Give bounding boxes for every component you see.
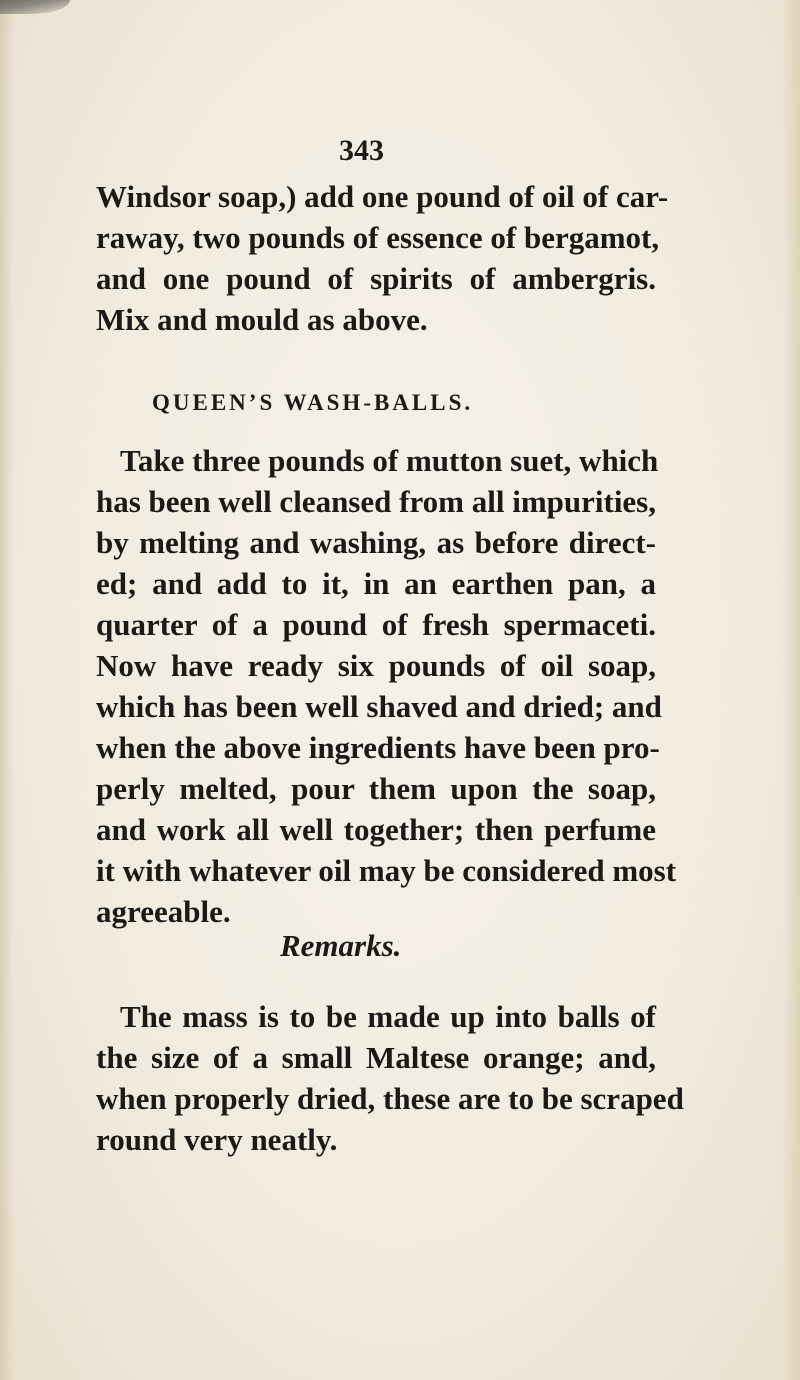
text-line: ed; and add to it, in an earthen pan, a (96, 566, 656, 601)
text-line: which has been well shaved and dried; and (96, 689, 662, 724)
corner-tear-mark (0, 0, 70, 14)
page-right-shadow (782, 0, 800, 1380)
text-line: and work all well together; then perfume (96, 812, 656, 847)
paragraph-queens-wash-balls (96, 440, 677, 932)
text-line: Now have ready six pounds of oil soap, (96, 648, 656, 683)
paragraph-windsor-soap-continued (96, 176, 669, 340)
remarks-heading: Remarks. (280, 928, 402, 963)
text-line: The mass is to be made up into balls of (120, 999, 656, 1034)
page-left-shadow (0, 0, 14, 1380)
text-line: Take three pounds of mutton suet, which (120, 443, 659, 478)
paragraph-remarks (96, 996, 684, 1160)
text-line: it with whatever oil may be considered most (96, 853, 677, 888)
text-line: the size of a small Maltese orange; and, (96, 1040, 656, 1075)
text-line: quarter of a pound of fresh spermaceti. (96, 607, 656, 642)
text-line: agreeable. (96, 894, 231, 929)
text-line: by melting and washing, as before direct- (96, 525, 656, 560)
text-line: raway, two pounds of essence of bergamot, (96, 220, 660, 255)
text-line: Mix and mould as above. (96, 302, 428, 337)
page-number: 343 (339, 134, 384, 167)
section-heading-queens-wash-balls: QUEEN’S WASH-BALLS. (152, 390, 474, 415)
text-line: Windsor soap,) add one pound of oil of car- (96, 179, 669, 214)
text-line: round very neatly. (96, 1122, 338, 1157)
text-line: when the above ingredients have been pro- (96, 730, 660, 765)
text-line: and one pound of spirits of ambergris. (96, 261, 656, 296)
text-line: has been well cleansed from all impurities, (96, 484, 656, 519)
text-line: perly melted, pour them upon the soap, (96, 771, 656, 806)
text-line: when properly dried, these are to be scraped (96, 1081, 684, 1116)
